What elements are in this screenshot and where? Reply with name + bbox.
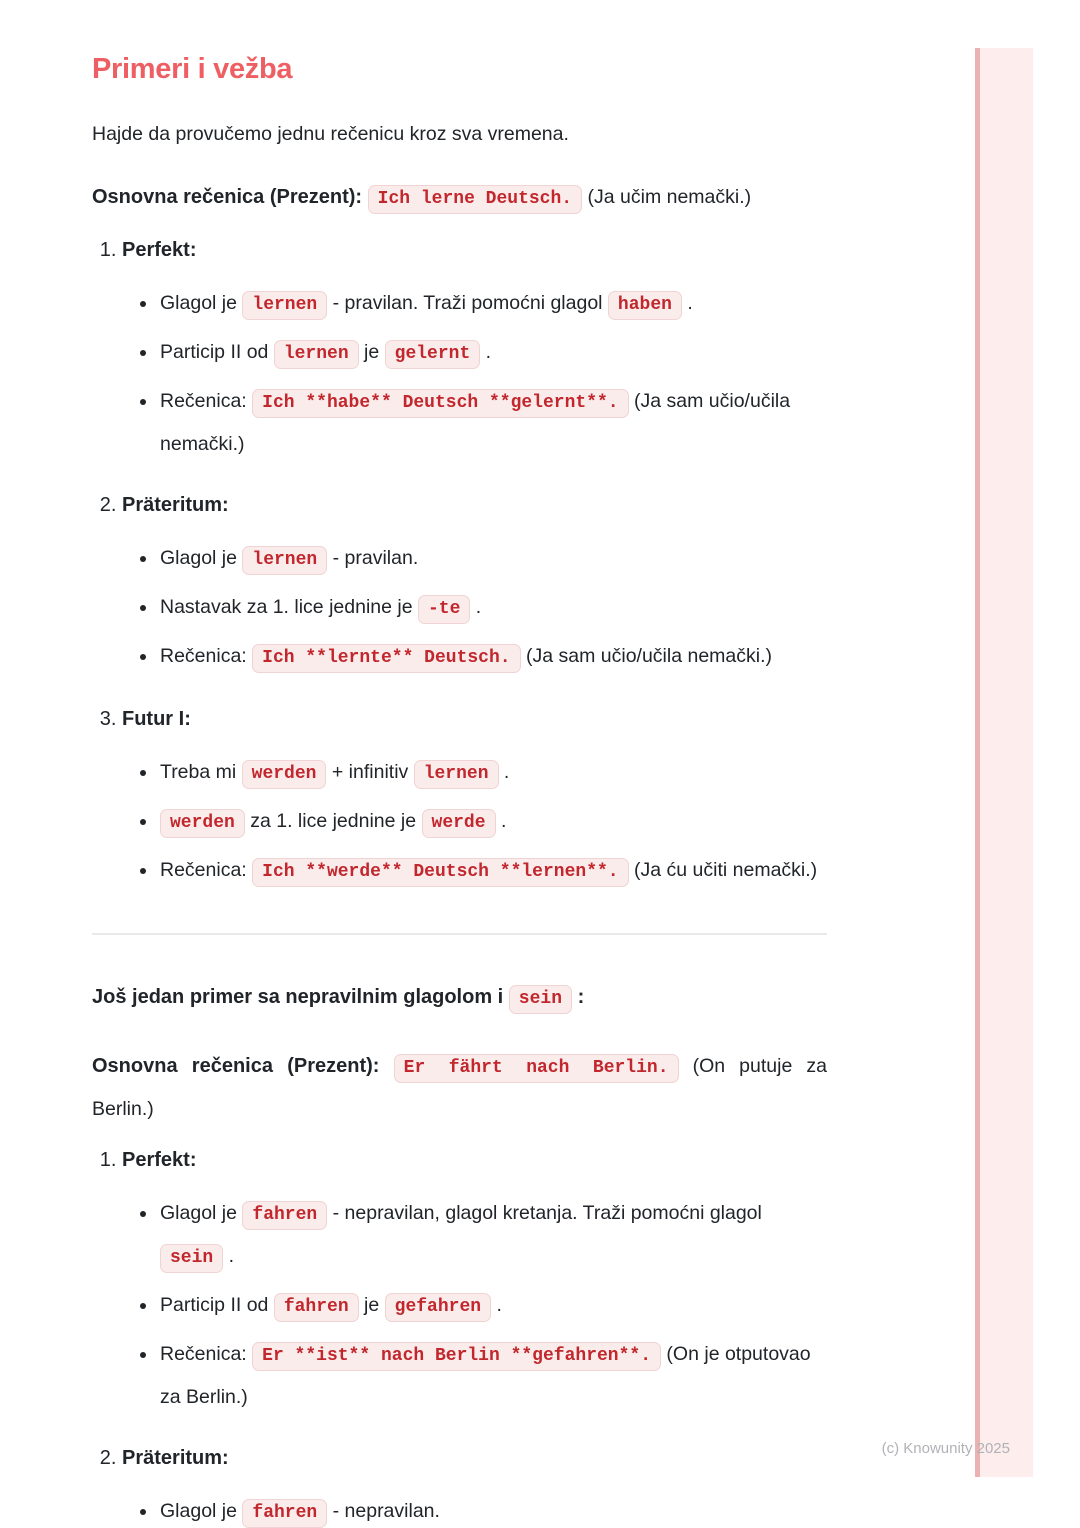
text-run: - nepravilan. (327, 1500, 440, 1522)
text-run: je (358, 341, 385, 363)
text-run: - pravilan. Traži pomoćni glagol (327, 292, 608, 314)
text-run: Glagol je (160, 292, 243, 314)
text-run: Rečenica: (160, 645, 253, 667)
code-chip: gelernt (385, 340, 481, 369)
code-chip: Er fährt nach Berlin. (394, 1054, 679, 1083)
text-run: za 1. lice jednine je (244, 810, 422, 832)
section-heading: Perfekt: (122, 239, 197, 261)
list-item (158, 538, 827, 581)
document-body (92, 0, 827, 1528)
second-example-lead (92, 977, 827, 1020)
text-run: (On putuje za Berlin.) (92, 1055, 827, 1120)
bold-text: : (572, 986, 585, 1008)
numbered-section (122, 1144, 827, 1418)
list-item (158, 1491, 827, 1528)
list-item (158, 850, 827, 893)
numbered-section (122, 703, 827, 893)
text-run: (Ja sam učio/učila nemački.) (160, 390, 791, 455)
tense-list-2 (92, 1144, 827, 1528)
code-chip: werden (242, 760, 327, 789)
text-run: Rečenica: (160, 1343, 253, 1365)
text-run: . (498, 761, 510, 783)
code-chip: gefahren (385, 1293, 491, 1322)
text-run: Rečenica: (160, 859, 253, 881)
bold-text: Osnovna rečenica (Prezent): (92, 1055, 394, 1077)
text-run: . (470, 596, 482, 618)
tense-list-1 (92, 234, 827, 893)
text-run: Glagol je (160, 1500, 243, 1522)
text-run: (On je otputovao za Berlin.) (160, 1343, 811, 1408)
text-run: . (495, 810, 507, 832)
intro-paragraph: Hajde da provučemo jednu rečenicu kroz sva vremena. (92, 123, 569, 145)
text-run: Nastavak za 1. lice jednine je (160, 596, 418, 618)
list-item (158, 332, 827, 375)
text-run: je (358, 1294, 385, 1316)
list-item (158, 801, 827, 844)
section-heading: Perfekt: (122, 1149, 197, 1171)
text-run: Particip II od (160, 341, 274, 363)
numbered-section (122, 489, 827, 679)
section-divider (92, 933, 827, 935)
text-run: . (223, 1245, 235, 1267)
list-item (158, 636, 827, 679)
code-chip: lernen (414, 760, 499, 789)
text-run: (Ja učim nemački.) (582, 186, 752, 208)
code-chip: -te (418, 595, 470, 624)
code-chip: Ich **lernte** Deutsch. (252, 644, 520, 673)
bullet-list (122, 283, 827, 465)
numbered-section (122, 234, 827, 465)
text-run: (Ja ću učiti nemački.) (628, 859, 818, 881)
code-chip: lernen (242, 291, 327, 320)
code-chip: Ich lerne Deutsch. (368, 185, 582, 214)
code-chip: sein (509, 985, 572, 1014)
text-run: . (491, 1294, 502, 1316)
page-title: Primeri i vežba (92, 53, 293, 85)
list-item (158, 587, 827, 630)
text-run: Rečenica: (160, 390, 253, 412)
bullet-list (122, 752, 827, 893)
text-run: Treba mi (160, 761, 242, 783)
page-edge-strip (975, 48, 1033, 1477)
code-chip: sein (160, 1244, 223, 1273)
code-chip: lernen (242, 546, 327, 575)
code-chip: fahren (242, 1201, 327, 1230)
code-chip: werden (160, 809, 245, 838)
list-item (158, 381, 827, 465)
text-run: + infinitiv (326, 761, 414, 783)
bold-text: Osnovna rečenica (Prezent): (92, 186, 368, 208)
base-sentence-2 (92, 1046, 827, 1130)
code-chip: fahren (274, 1293, 359, 1322)
text-run: - pravilan. (327, 547, 419, 569)
bold-text: Još jedan primer sa nepravilnim glagolom i (92, 986, 509, 1008)
text-run: (Ja sam učio/učila nemački.) (520, 645, 773, 667)
numbered-section (122, 1442, 827, 1528)
code-chip: Ich **habe** Deutsch **gelernt**. (252, 389, 628, 418)
base-sentence-1 (92, 177, 827, 220)
list-item (158, 1285, 827, 1328)
code-chip: Ich **werde** Deutsch **lernen**. (252, 858, 628, 887)
text-run: . (480, 341, 492, 363)
text-run: Particip II od (160, 1294, 274, 1316)
list-item (158, 752, 827, 795)
bullet-list (122, 1193, 827, 1418)
bullet-list (122, 538, 827, 679)
code-chip: fahren (242, 1499, 327, 1528)
text-run: Glagol je (160, 1202, 243, 1224)
list-item (158, 283, 827, 326)
section-heading: Präteritum: (122, 1447, 229, 1469)
text-run: Glagol je (160, 547, 243, 569)
text-run: - nepravilan, glagol kretanja. Traži pomoćni glagol (327, 1202, 762, 1224)
code-chip: Er **ist** nach Berlin **gefahren**. (252, 1342, 661, 1371)
section-heading: Futur I: (122, 708, 191, 730)
code-chip: lernen (274, 340, 359, 369)
section-heading: Präteritum: (122, 494, 229, 516)
list-item (158, 1193, 827, 1279)
copyright-watermark: (c) Knowunity 2025 (881, 1440, 1010, 1457)
code-chip: haben (608, 291, 682, 320)
bullet-list (122, 1491, 827, 1528)
list-item (158, 1334, 827, 1418)
code-chip: werde (422, 809, 496, 838)
text-run: . (681, 292, 693, 314)
